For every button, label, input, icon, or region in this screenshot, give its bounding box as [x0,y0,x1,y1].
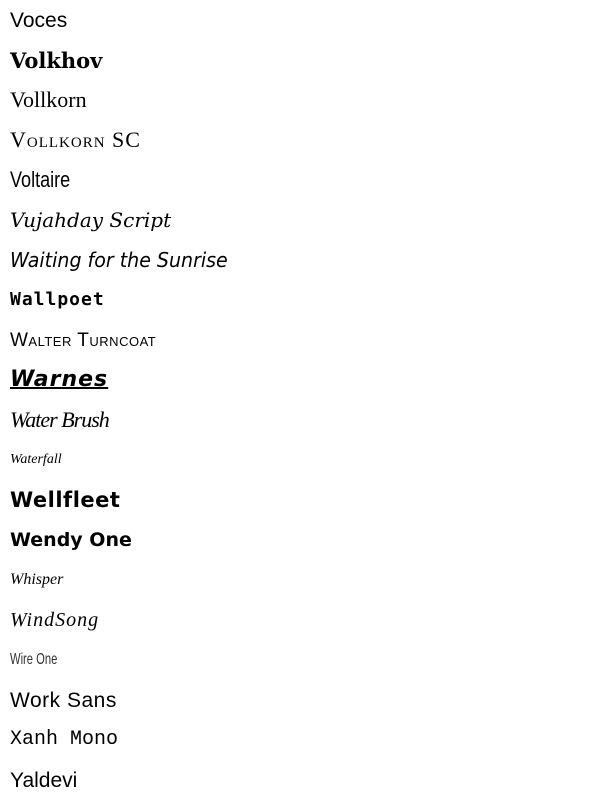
font-name: Wendy One [10,528,132,551]
font-option-wallpoet[interactable] [10,280,105,320]
font-name: Xanh Mono [10,728,119,751]
font-name: Voces [10,8,68,32]
font-name: Vollkorn [10,87,87,112]
font-name: Work Sans [10,688,117,712]
font-name: Wellfleet [10,487,121,512]
font-option-walter-turncoat[interactable] [10,320,156,360]
font-name: Warnes [10,367,109,392]
font-option-volkhov[interactable] [10,40,102,80]
font-name: Volkhov [10,47,103,73]
font-option-wire-one[interactable] [10,640,57,680]
font-option-waterfall[interactable] [10,440,62,480]
font-name: Whisper [10,571,64,588]
font-option-water-brush[interactable] [10,400,109,440]
font-option-vollkorn[interactable] [10,80,87,120]
font-option-waiting-for-the-sunrise[interactable] [10,240,228,280]
font-option-vollkorn-sc[interactable] [10,120,141,160]
font-name: WindSong [10,609,100,631]
font-option-voces[interactable] [10,0,67,40]
font-name: Vujahday Script [10,208,172,232]
font-name: Wire One [10,651,58,668]
font-name: Waiting for the Sunrise [10,248,228,272]
font-name: Vollkorn SC [10,127,141,152]
font-option-whisper[interactable] [10,560,63,600]
font-option-xanh-mono[interactable] [10,720,118,760]
font-name: Waterfall [10,452,62,467]
font-option-wellfleet[interactable] [10,480,120,520]
font-option-work-sans[interactable] [10,680,117,720]
font-option-yaldevi[interactable] [10,760,77,800]
font-option-warnes[interactable] [10,360,108,400]
font-option-wendy-one[interactable] [10,520,132,560]
font-name: Yaldevi [10,768,78,792]
font-name: Water Brush [10,407,109,432]
font-name: Walter Turncoat [10,329,157,351]
font-name: Wallpoet [10,289,105,310]
font-name: Voltaire [10,167,71,192]
font-option-windsong[interactable] [10,600,99,640]
font-option-vujahday-script[interactable] [10,200,171,240]
font-option-voltaire[interactable] [10,160,70,200]
